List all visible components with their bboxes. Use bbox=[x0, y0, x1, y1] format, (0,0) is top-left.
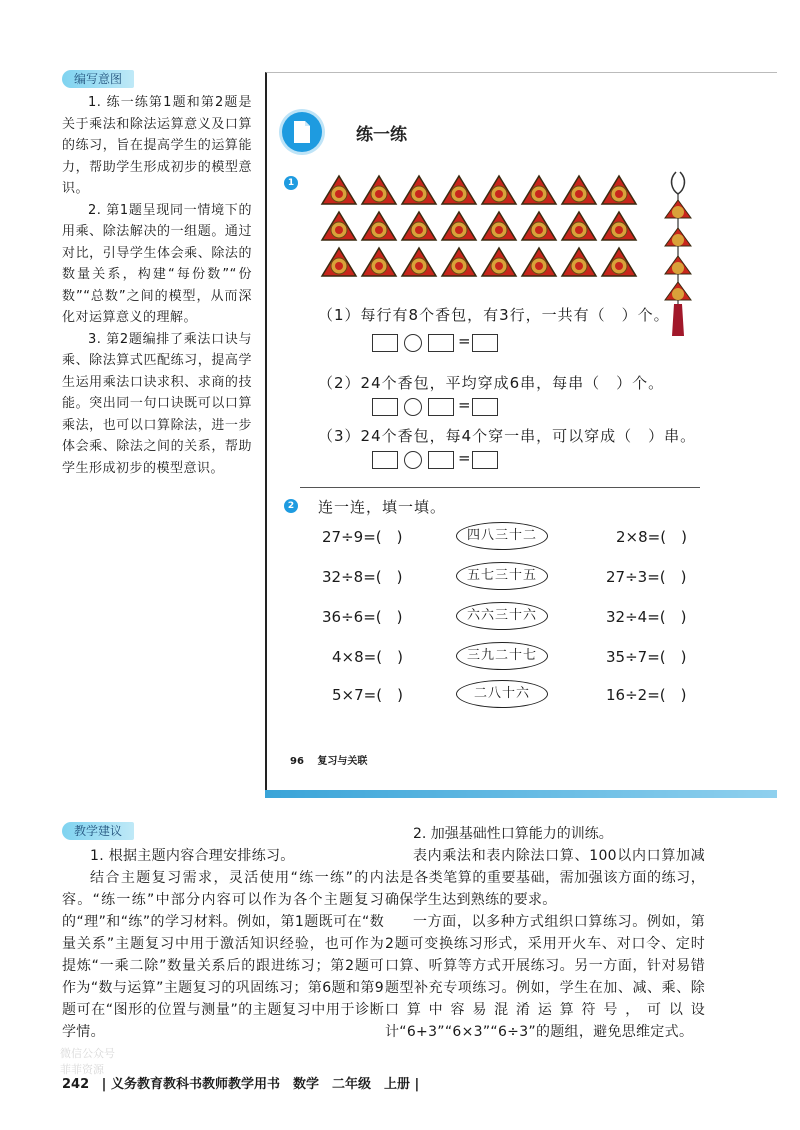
match-right-4: 35÷7=( ) bbox=[606, 648, 687, 666]
question-1-part-1: （1）每行有8个香包，有3行，一共有（ ）个。 bbox=[318, 306, 670, 324]
watermark-line-1: 微信公众号 bbox=[60, 1047, 115, 1060]
match-left-4: 4×8=( ) bbox=[332, 648, 403, 666]
textbook-page-footer bbox=[290, 752, 367, 767]
sachet-icon bbox=[602, 212, 636, 240]
question-1-part-3: （3）24个香包，每4个穿一串，可以穿成（ ）串。 bbox=[318, 427, 697, 445]
sachet-on-string-4 bbox=[665, 282, 691, 300]
equation-row-3 bbox=[372, 450, 512, 470]
answer-box[interactable] bbox=[372, 334, 398, 352]
sachet-icon bbox=[322, 212, 356, 240]
question-1-part-2: （2）24个香包，平均穿成6串，每串（ ）个。 bbox=[318, 374, 665, 392]
equation-row-1 bbox=[372, 333, 512, 353]
side-paragraph-3: 3. 第2题编排了乘法口诀与乘、除法算式匹配练习，提高学生运用乘法口诀求积、求商的技能。突出同一句口诀既可以口算乘法，也可以口算除法，进一步体会乘、除法之间的关系，帮助学生形成初步的模型意识。 bbox=[62, 331, 252, 476]
sachet-icon bbox=[322, 248, 356, 276]
side-paragraph-2: 2. 第1题呈现同一情境下的用乘、除法解决的一组题。通过对比，引导学生体会乘、除法的数量关系，构建“每份数”“份数”“总数”之间的模型，从而深化对运算意义的理解。 bbox=[62, 202, 252, 325]
sachet-icon bbox=[522, 176, 556, 204]
answer-box[interactable] bbox=[428, 451, 454, 469]
teaching-right-paragraph-2: 一方面，以多种方式组织口算练习。例如，第2题可变换练习形式，采用开火车、对口令、定时口算、听算等方式开展练习。另一方面，针对易错题型补充专项练习。例如，学生在加、减、乘、除口算中容易混淆运算符号，可以设计“6+3”“6×3”“6÷3”的题组，避免思维定式。 bbox=[385, 914, 705, 1040]
operator-circle[interactable] bbox=[404, 334, 422, 352]
question-divider bbox=[300, 487, 700, 488]
teaching-right-heading: 2. 加强基础性口算能力的训练。 bbox=[413, 826, 613, 842]
side-tag: 编写意图 bbox=[62, 70, 134, 88]
multiplication-rhyme-oval[interactable]: 二八十六 bbox=[456, 680, 548, 708]
sachet-icon bbox=[402, 176, 436, 204]
page-number: 242 bbox=[62, 1077, 90, 1092]
practice-icon bbox=[282, 112, 322, 152]
sachet-icon bbox=[402, 248, 436, 276]
multiplication-rhyme-oval[interactable]: 六六三十六 bbox=[456, 602, 548, 630]
question-2-badge: 2 bbox=[284, 499, 298, 513]
answer-box[interactable] bbox=[428, 398, 454, 416]
question-1-badge: 1 bbox=[284, 176, 298, 190]
multiplication-rhyme-oval[interactable]: 四八三十二 bbox=[456, 522, 548, 550]
sachet-icon bbox=[562, 248, 596, 276]
sachet-icon bbox=[522, 212, 556, 240]
match-right-5: 16÷2=( ) bbox=[606, 686, 687, 704]
multiplication-rhyme-oval[interactable]: 五七三十五 bbox=[456, 562, 548, 590]
sachet-icon bbox=[442, 212, 476, 240]
teaching-right-column bbox=[385, 845, 705, 1043]
sachet-grid bbox=[318, 172, 648, 282]
textbook-page-label: 复习与关联 bbox=[317, 756, 368, 767]
match-right-1: 2×8=( ) bbox=[616, 528, 687, 546]
sachet-icon bbox=[362, 248, 396, 276]
sachet-icon bbox=[442, 176, 476, 204]
sachet-icon bbox=[442, 248, 476, 276]
answer-box[interactable] bbox=[472, 334, 498, 352]
sachet-on-string-1 bbox=[665, 200, 691, 218]
watermark-line-2: 菲菲资源 bbox=[60, 1063, 104, 1076]
teaching-left-paragraph-1: 1. 根据主题内容合理安排练习。 bbox=[90, 848, 295, 864]
teaching-right-paragraph-1: 表内乘法和表内除法口算、100以内口算加减法是各类笔算的重要基础，需加强该方面的练习，确保学生达到熟练的要求。 bbox=[385, 848, 705, 908]
sachet-on-string-3 bbox=[665, 256, 691, 274]
match-left-2: 32÷8=( ) bbox=[322, 568, 403, 586]
teaching-left-column bbox=[62, 845, 384, 1043]
match-left-1: 27÷9=( ) bbox=[322, 528, 403, 546]
answer-box[interactable] bbox=[428, 334, 454, 352]
book-title: | 义务教育教科书教师教学用书 数学 二年级 上册 | bbox=[101, 1077, 420, 1092]
operator-circle[interactable] bbox=[404, 398, 422, 416]
equals-sign: = bbox=[458, 332, 471, 350]
teaching-left-paragraph-2: 结合主题复习需求，灵活使用“练一练”的内容。“练一练”中部分内容可以作为各个主题复习的“理”和“练”的学习材料。例如，第1题既可在“数量关系”主题复习中用于激活知识经验，也可作为提炼“一乘二除”数量关系后的跟进练习；第2题可作为“数与运算”主题复习的巩固练习；第6题和第9题可在“图形的位置与测量”的主题复习中用于诊断学情。 bbox=[62, 870, 384, 1040]
sachet-icon bbox=[482, 176, 516, 204]
match-left-3: 36÷6=( ) bbox=[322, 608, 403, 626]
answer-box[interactable] bbox=[372, 451, 398, 469]
page-footer bbox=[62, 1073, 419, 1092]
answer-box[interactable] bbox=[472, 451, 498, 469]
teaching-tag: 教学建议 bbox=[62, 822, 134, 840]
sachet-icon bbox=[602, 248, 636, 276]
equals-sign: = bbox=[458, 449, 471, 467]
sachet-icon bbox=[562, 176, 596, 204]
match-right-3: 32÷4=( ) bbox=[606, 608, 687, 626]
answer-box[interactable] bbox=[372, 398, 398, 416]
operator-circle[interactable] bbox=[404, 451, 422, 469]
sachet-icon bbox=[562, 212, 596, 240]
answer-box[interactable] bbox=[472, 398, 498, 416]
equals-sign: = bbox=[458, 396, 471, 414]
question-2-instruction: 连一连，填一填。 bbox=[318, 498, 447, 516]
textbook-page-number: 96 bbox=[290, 756, 304, 767]
section-title: 练一练 bbox=[356, 125, 407, 145]
side-notes bbox=[62, 92, 252, 479]
sachet-icon bbox=[322, 176, 356, 204]
match-left-5: 5×7=( ) bbox=[332, 686, 403, 704]
sachet-icon bbox=[482, 248, 516, 276]
side-paragraph-1: 1. 练一练第1题和第2题是关于乘法和除法运算意义及口算的练习，旨在提高学生的运算能力，帮助学生形成初步的模型意识。 bbox=[62, 95, 252, 196]
sachet-icon bbox=[402, 212, 436, 240]
textbook-page-bottom-strip bbox=[265, 790, 777, 798]
sachet-icon bbox=[362, 176, 396, 204]
multiplication-rhyme-oval[interactable]: 三九二十七 bbox=[456, 642, 548, 670]
sachet-icon bbox=[482, 212, 516, 240]
equation-row-2 bbox=[372, 397, 512, 417]
match-right-2: 27÷3=( ) bbox=[606, 568, 687, 586]
sachet-icon bbox=[362, 212, 396, 240]
sachet-icon bbox=[602, 176, 636, 204]
sachet-icon bbox=[522, 248, 556, 276]
sachet-on-string-2 bbox=[665, 228, 691, 246]
